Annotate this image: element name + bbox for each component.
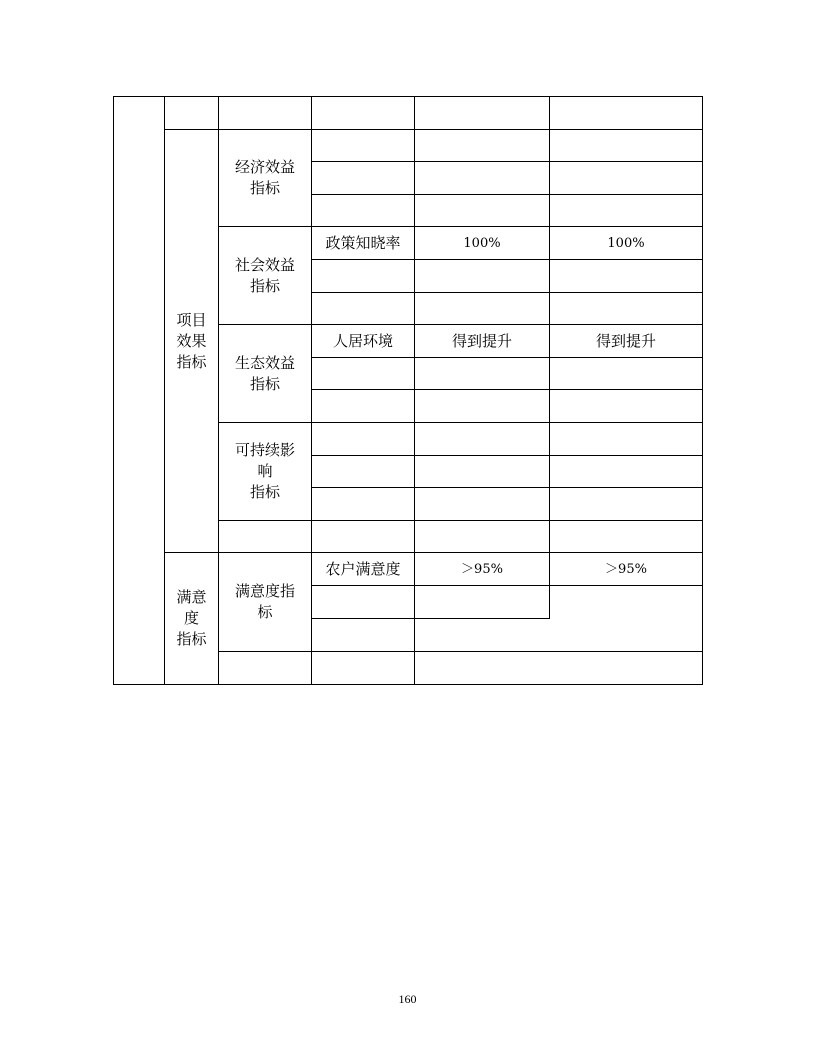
- page-number: 160: [398, 992, 417, 1006]
- row-divider: [311, 357, 703, 358]
- actual-value-living-environment: 得到提升: [595, 331, 656, 350]
- row-divider: [311, 618, 550, 619]
- row-divider: [218, 520, 703, 521]
- level2-label-effect: 项目 效果 指标: [176, 310, 207, 371]
- column-divider: [549, 96, 550, 619]
- table-border-top: [113, 96, 703, 97]
- indicator-farmer-satisfaction: 农户满意度: [325, 559, 401, 578]
- row-divider: [311, 292, 703, 293]
- level3-label-social: 社会效益 指标: [234, 255, 295, 295]
- table-border-left: [113, 96, 114, 685]
- row-divider: [218, 651, 703, 652]
- level3-label-economic: 经济效益 指标: [234, 158, 295, 197]
- table-border-bottom: [113, 684, 703, 685]
- annual-target-farmer-satisfaction: ＞95%: [461, 561, 503, 577]
- row-divider: [311, 259, 703, 260]
- level3-label-sustainable: 可持续影 响 指标: [234, 441, 295, 501]
- row-divider: [311, 487, 703, 488]
- column-divider: [311, 96, 312, 685]
- column-divider: [414, 96, 415, 685]
- level2-label-satisfaction: 满意 度 指标: [176, 588, 207, 648]
- table-border-right: [702, 96, 703, 685]
- indicator-living-environment: 人居环境: [332, 331, 393, 350]
- row-divider: [311, 194, 703, 195]
- row-divider: [311, 161, 703, 162]
- actual-value-farmer-satisfaction: ＞95%: [605, 561, 647, 577]
- row-divider: [311, 389, 703, 390]
- actual-value-policy-awareness: 100%: [607, 235, 645, 251]
- row-divider: [311, 585, 703, 586]
- row-divider: [311, 455, 703, 456]
- level3-label-ecological: 生态效益 指标: [234, 353, 295, 393]
- level3-label-satisfaction: 满意度指 标: [234, 582, 295, 621]
- annual-target-living-environment: 得到提升: [451, 331, 512, 350]
- indicator-policy-awareness: 政策知晓率: [325, 233, 401, 252]
- annual-target-policy-awareness: 100%: [463, 235, 501, 251]
